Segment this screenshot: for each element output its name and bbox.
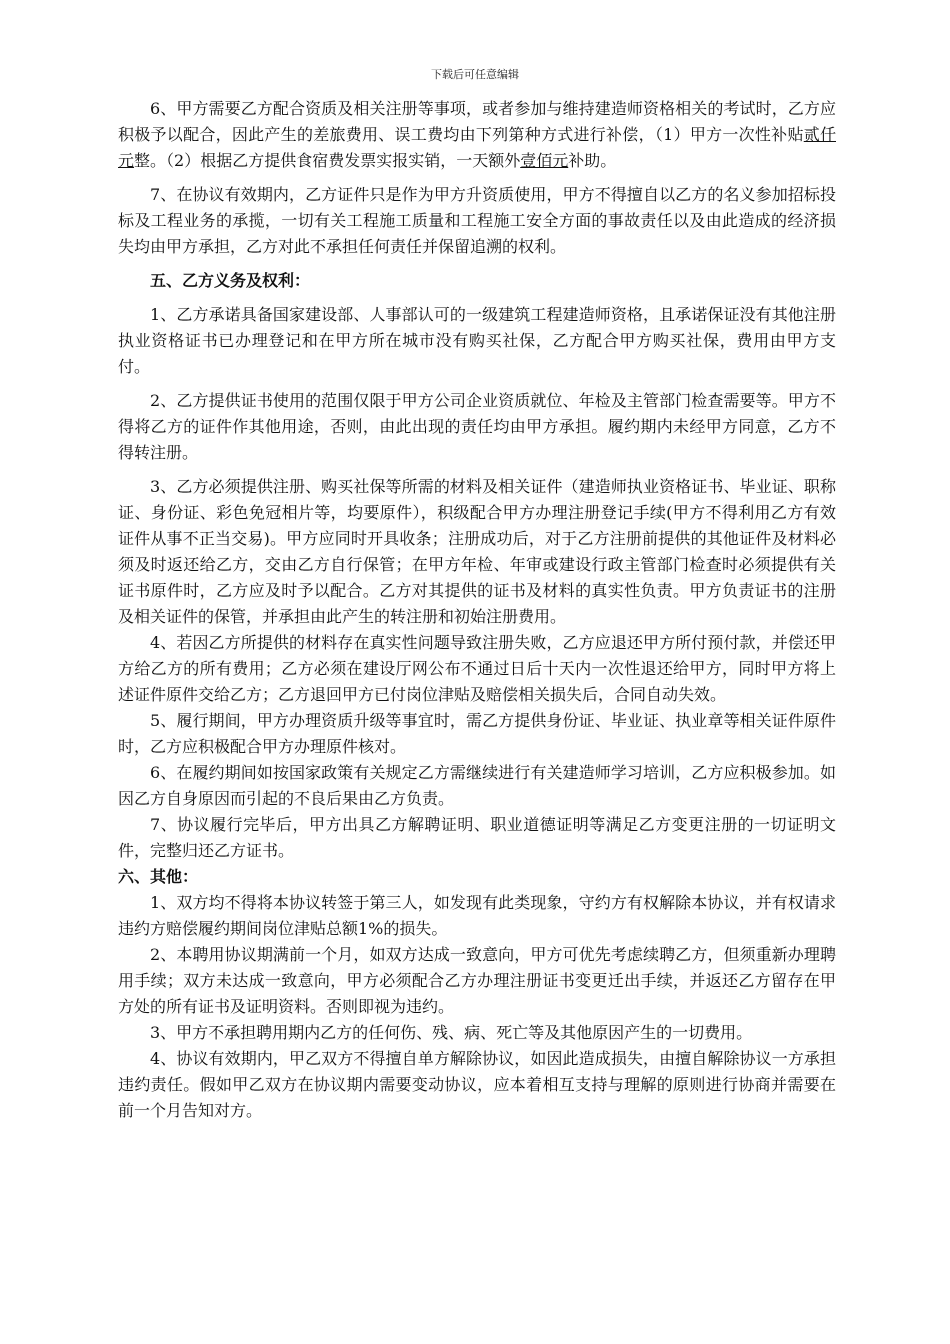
subsidy-amount: 贰仟元	[118, 125, 836, 170]
clause-5-1: 1、乙方承诺具备国家建设部、人事部认可的一级建筑工程建造师资格，且承诺保证没有其他注册执业资格证书已办理登记和在甲方所在城市没有购买社保，乙方配合甲方购买社保，费用由甲方支付。	[118, 305, 836, 376]
section-5-heading: 五、乙方义务及权利：	[150, 271, 311, 290]
daily-allowance-amount: 壹佰元	[520, 151, 569, 170]
clause-6-3: 3、甲方不承担聘用期内乙方的任何伤、残、病、死亡等及其他原因产生的一切费用。	[150, 1023, 753, 1042]
clause-4-6-text-b: 整。（2）根据乙方提供食宿费发票实报实销，一天额外	[134, 151, 521, 170]
clause-4-6-text-c: 补助。	[568, 151, 617, 170]
section-6-heading: 六、其他：	[118, 867, 199, 886]
clause-5-7: 7、协议履行完毕后，甲方出具乙方解聘证明、职业道德证明等满足乙方变更注册的一切证明文件，完整归还乙方证书。	[118, 815, 836, 860]
clause-6-2: 2、本聘用协议期满前一个月，如双方达成一致意向，甲方可优先考虑续聘乙方，但须重新办理聘用手续；双方未达成一致意向，甲方必须配合乙方办理注册证书变更迁出手续，并返还乙方留存在甲方处的所有证书及证明资料。否则即视为违约。	[118, 945, 836, 1016]
clause-4-6-text-a: 6、甲方需要乙方配合资质及相关注册等事项，或者参加与维持建造师资格相关的考试时，乙方应积极予以配合，因此产生的差旅费用、误工费均由下列第种方式进行补偿，（1）甲方一次性补贴	[118, 99, 836, 144]
clause-6-1: 1、双方均不得将本协议转签于第三人，如发现有此类现象，守约方有权解除本协议，并有权请求违约方赔偿履约期间岗位津贴总额1%的损失。	[118, 893, 836, 938]
page-header-note: 下载后可任意编辑	[431, 68, 519, 81]
clause-4-7: 7、在协议有效期内，乙方证件只是作为甲方升资质使用，甲方不得擅自以乙方的名义参加招标投标及工程业务的承揽，一切有关工程施工质量和工程施工安全方面的事故责任以及由此造成的经济损失均由甲方承担，乙方对此不承担任何责任并保留追溯的权利。	[118, 185, 836, 256]
document-body	[118, 96, 836, 1124]
clause-5-4: 4、若因乙方所提供的材料存在真实性问题导致注册失败，乙方应退还甲方所付预付款，并偿还甲方给乙方的所有费用；乙方必须在建设厅网公布不通过日后十天内一次性退还给甲方，同时甲方将上述证件原件交给乙方；乙方退回甲方已付岗位津贴及赔偿相关损失后，合同自动失效。	[118, 633, 836, 704]
clause-4-6	[118, 96, 836, 174]
clause-6-4: 4、协议有效期内，甲乙双方不得擅自单方解除协议，如因此造成损失，由擅自解除协议一方承担违约责任。假如甲乙双方在协议期内需要变动协议，应本着相互支持与理解的原则进行协商并需要在前一个月告知对方。	[118, 1049, 836, 1120]
clause-5-2: 2、乙方提供证书使用的范围仅限于甲方公司企业资质就位、年检及主管部门检查需要等。甲方不得将乙方的证件作其他用途，否则，由此出现的责任均由甲方承担。履约期内未经甲方同意，乙方不得转注册。	[118, 391, 836, 462]
clause-5-6: 6、在履约期间如按国家政策有关规定乙方需继续进行有关建造师学习培训，乙方应积极参加。如因乙方自身原因而引起的不良后果由乙方负责。	[118, 763, 836, 808]
clause-5-5: 5、履行期间，甲方办理资质升级等事宜时，需乙方提供身份证、毕业证、执业章等相关证件原件时，乙方应积极配合甲方办理原件核对。	[118, 711, 836, 756]
clause-5-3: 3、乙方必须提供注册、购买社保等所需的材料及相关证件（建造师执业资格证书、毕业证、职称证、身份证、彩色免冠相片等，均要原件），积级配合甲方办理注册登记手续(甲方不得利用乙方有效证件从事不正当交易)。甲方应同时开具收条；注册成功后，对于乙方注册前提供的其他证件及材料必须及时返还给乙方，交由乙方自行保管；在甲方年检、年审或建设行政主管部门检查时必须提供有关证书原件时，乙方应及时予以配合。乙方对其提供的证书及材料的真实性负责。甲方负责证书的注册及相关证件的保管，并承担由此产生的转注册和初始注册费用。	[118, 477, 836, 626]
